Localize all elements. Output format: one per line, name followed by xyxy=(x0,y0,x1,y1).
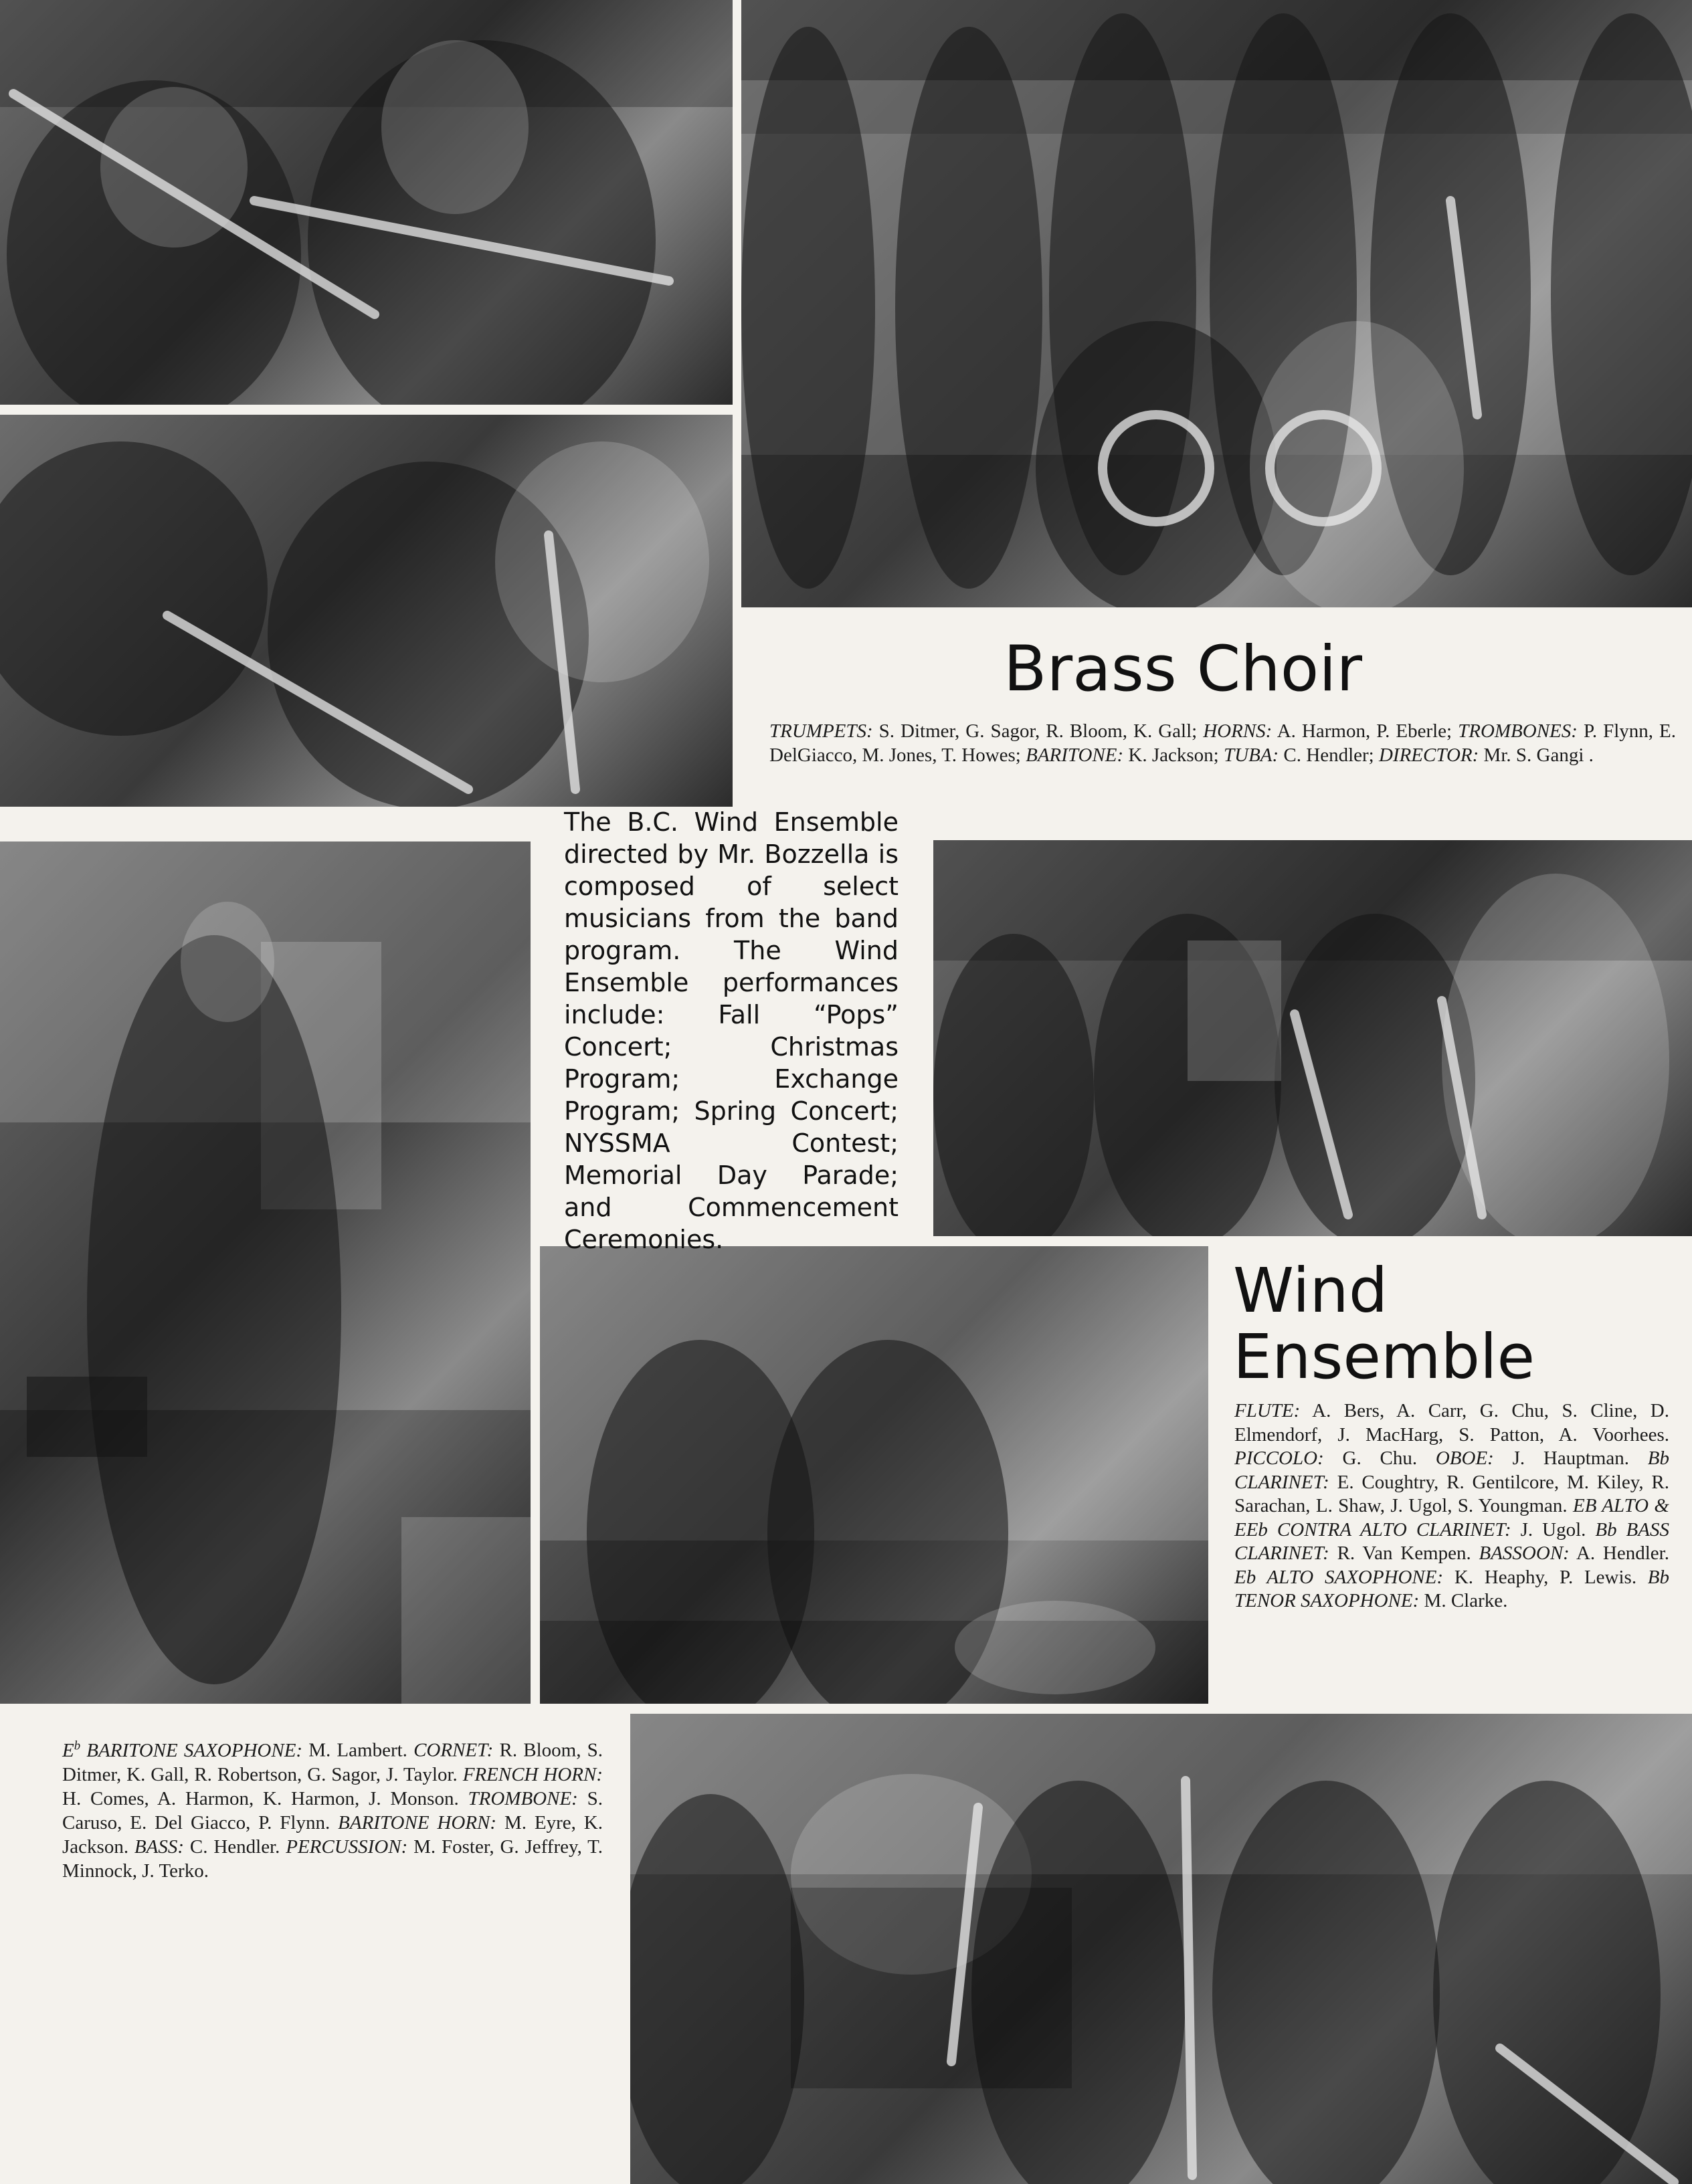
brass-roster-names-trumpets: S. Ditmer, G. Sagor, R. Bloom, K. Gall; xyxy=(872,720,1204,742)
brass-roster-names-director: Mr. S. Gangi . xyxy=(1479,744,1594,766)
brass-roster-label-tuba: TUBA: xyxy=(1224,744,1279,766)
baritone-sax-label-text: BARITONE SAXOPHONE: xyxy=(80,1739,303,1761)
wind-roster-label-tenor-sax: Bb TENOR SAXOPHONE: xyxy=(1234,1566,1670,1611)
wind-ensemble-title-line2: Ensemble xyxy=(1233,1321,1535,1393)
wind-roster-label-bass: BASS: xyxy=(134,1835,185,1858)
brass-roster-names-tuba: C. Hendler; xyxy=(1279,744,1379,766)
photo-saxophone-section xyxy=(933,840,1692,1236)
brass-roster-names-trombones: P. Flynn, E. DelGiacco, M. Jones, T. Howes; xyxy=(769,720,1677,766)
wind-roster-label-baritone-sax xyxy=(62,1740,302,1761)
brass-roster-names-horns: A. Harmon, P. Eberle; xyxy=(1272,720,1459,742)
wind-roster-names-trombone: S. Caruso, E. Del Giacco, P. Flynn. xyxy=(62,1787,603,1833)
wind-roster-names-clarinet: E. Coughtry, R. Gentilcore, M. Kiley, R. Sarachan, L. Shaw, J. Ugol, S. Youngman. xyxy=(1234,1471,1669,1516)
wind-roster-label-alto-sax: Eb ALTO SAXOPHONE: xyxy=(1234,1566,1444,1588)
wind-roster-label-bass-clarinet: Bb BASS CLARINET: xyxy=(1234,1518,1669,1564)
wind-roster-names-baritone-horn: M. Eyre, K. Jackson. xyxy=(62,1811,603,1858)
wind-roster-label-trombone: TROMBONE: xyxy=(468,1787,578,1809)
eb-prefix: E xyxy=(62,1739,74,1761)
wind-roster-names-bass-clarinet: R. Van Kempen. xyxy=(1329,1543,1479,1564)
wind-roster-label-cornet: CORNET: xyxy=(413,1739,494,1761)
wind-roster-label-oboe: OBOE: xyxy=(1435,1448,1494,1469)
wind-ensemble-intro: The B.C. Wind Ensemble directed by Mr. Bozzella is composed of select musicians from the band program. The Wind Ensemble performances include: Fall “Pops” Concert; Christmas Program; Exchange Program; Spring Concert; NYSSMA Contest; Memorial Day Parade; and Commencement Ceremonies. xyxy=(564,807,899,1254)
photo-brass-choir-group xyxy=(741,0,1692,607)
wind-ensemble-title xyxy=(1233,1255,1668,1393)
wind-roster-label-percussion: PERCUSSION: xyxy=(286,1835,408,1858)
wind-roster-label-alto-contra-clarinet: EB ALTO & EEb CONTRA ALTO CLARINET: xyxy=(1234,1495,1669,1541)
brass-roster-label-trombones: TROMBONES: xyxy=(1458,720,1578,742)
brass-choir-roster xyxy=(769,719,1676,799)
photo-students-standing xyxy=(540,1246,1208,1704)
wind-roster-names-tenor-sax: M. Clarke. xyxy=(1419,1590,1508,1611)
brass-roster-label-director: DIRECTOR: xyxy=(1378,744,1479,766)
wind-roster-names-piccolo: G. Chu. xyxy=(1323,1448,1436,1469)
wind-roster-names-cornet: R. Bloom, S. Ditmer, K. Gall, R. Robertson, G. Sagor, J. Taylor. xyxy=(62,1739,603,1785)
wind-roster-names-bass: C. Hendler. xyxy=(184,1835,286,1858)
wind-roster-names-baritone-sax: M. Lambert. xyxy=(302,1739,414,1761)
brass-roster-label-horns: HORNS: xyxy=(1203,720,1273,742)
brass-roster-label-trumpets: TRUMPETS: xyxy=(769,720,873,742)
wind-ensemble-title-line1: Wind xyxy=(1233,1255,1388,1326)
wind-ensemble-roster-a xyxy=(1234,1399,1669,1700)
brass-choir-title: Brass Choir xyxy=(1004,633,1363,706)
brass-roster-label-baritone: BARITONE: xyxy=(1026,744,1124,766)
wind-roster-label-piccolo: PICCOLO: xyxy=(1234,1448,1324,1469)
wind-roster-label-baritone-horn: BARITONE HORN: xyxy=(338,1811,497,1833)
wind-roster-names-oboe: J. Hauptman. xyxy=(1493,1448,1648,1469)
wind-roster-label-clarinet: Bb CLARINET: xyxy=(1234,1448,1669,1493)
photo-trumpet-section xyxy=(0,415,733,807)
wind-ensemble-roster-b xyxy=(62,1734,603,1955)
wind-roster-names-bassoon: A. Hendler. xyxy=(1569,1543,1669,1564)
wind-roster-label-bassoon: BASSOON: xyxy=(1479,1543,1570,1564)
eb-superscript: b xyxy=(74,1739,81,1753)
wind-roster-label-flute: FLUTE: xyxy=(1234,1400,1301,1421)
wind-roster-names-alto-contra-clarinet: J. Ugol. xyxy=(1511,1518,1596,1541)
wind-roster-names-french-horn: H. Comes, A. Harmon, K. Harmon, J. Monson. xyxy=(62,1787,468,1809)
wind-roster-names-alto-sax: K. Heaphy, P. Lewis. xyxy=(1443,1566,1648,1588)
photo-conductor xyxy=(0,841,531,1704)
wind-roster-label-french-horn: FRENCH HORN: xyxy=(462,1763,603,1785)
brass-roster-names-baritone: K. Jackson; xyxy=(1123,744,1224,766)
photo-brass-section-rehearsal xyxy=(630,1714,1692,2184)
wind-roster-names-flute: A. Bers, A. Carr, G. Chu, S. Cline, D. Elmendorf, J. MacHarg, S. Patton, A. Voorhees. xyxy=(1234,1400,1669,1446)
photo-trombone-players-closeup xyxy=(0,0,733,405)
wind-roster-names-percussion: M. Foster, G. Jeffrey, T. Minnock, J. Terko. xyxy=(62,1835,603,1882)
